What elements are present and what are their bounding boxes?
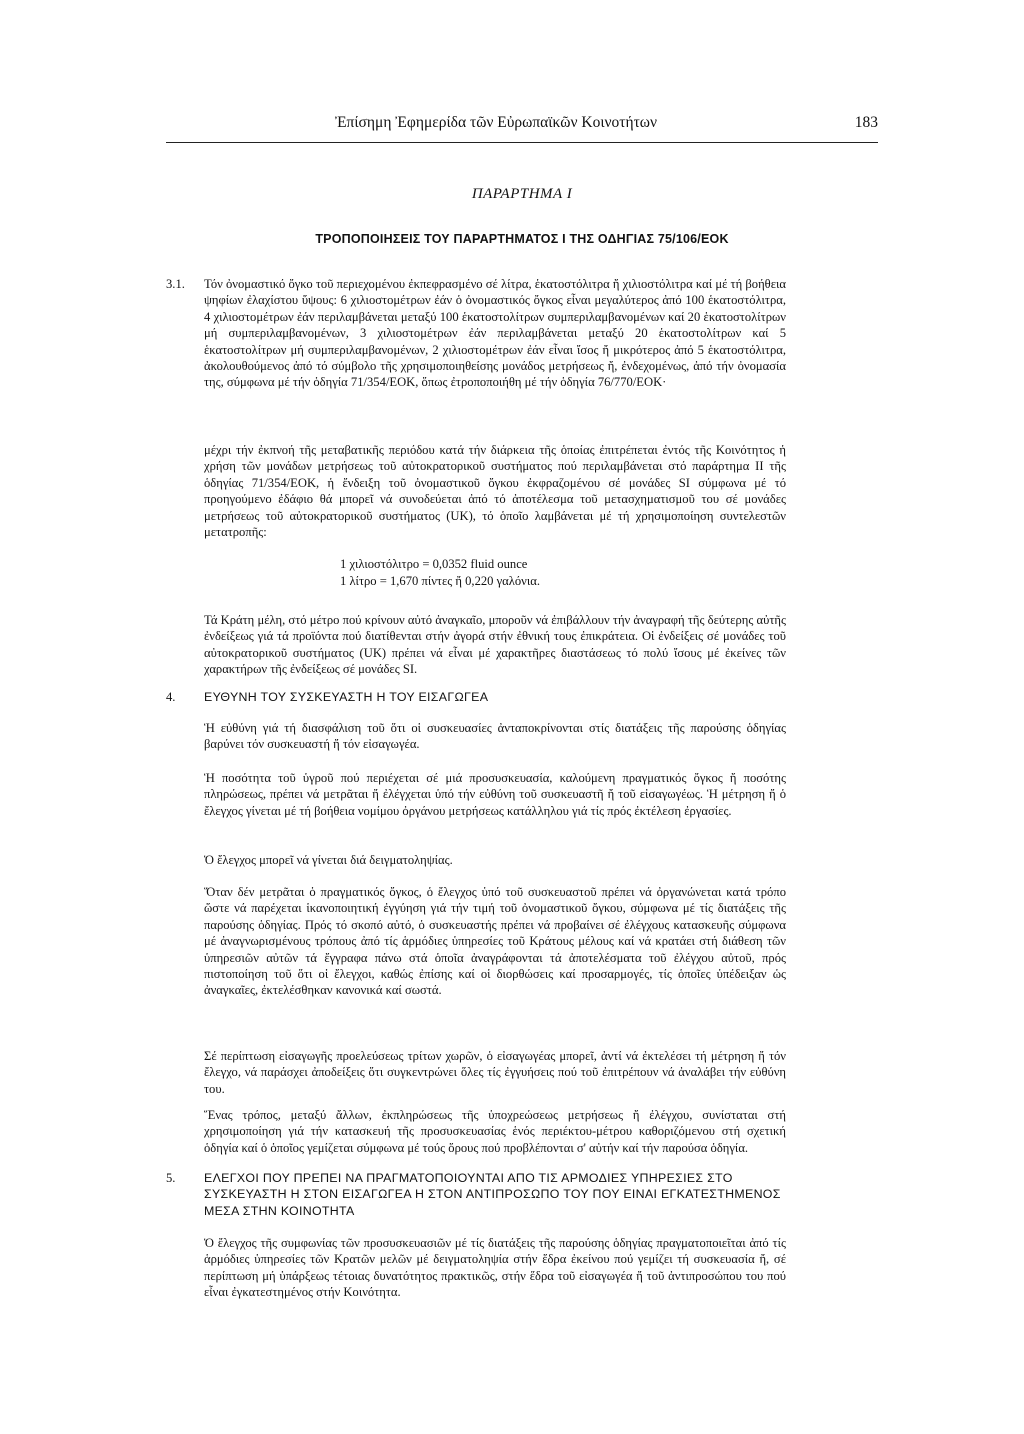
journal-title: Ἐπίσημη Ἐφημερίδα τῶν Εὐρωπαϊκῶν Κοινοτήτων	[334, 114, 658, 131]
section-3-1-paragraph-2: μέχρι τήν ἐκπνοή τῆς μεταβατικῆς περιόδου κατά τήν διάρκεια τῆς ὁποίας ἐπιτρέπεται ἐντός τῆς Κοινότητος ἡ χρήση τῶν μονάδων μετρήσεως τοῦ αὐτοκρατορικοῦ συστήματος πού περιλαμβάνεται στό παράρτημα ΙΙ τῆς ὁδηγίας 71/354/ΕΟΚ, ἡ ἔνδειξη τοῦ ὀνομαστικοῦ ὄγκου ἐκφραζομένου σέ μονάδες SI σύμφωνα μέ τό προηγούμενο ἐδάφιο θά μπορεῖ νά συνοδεύεται ἀπό τό ἀποτέλεσμα τοῦ μετασχηματισμοῦ του σέ μονάδες μετρήσεως τοῦ αὐτοκρατορικοῦ συστήματος (UK), τό ὁποῖο λαμβάνεται μέ τή χρησιμοποίηση συντελεστῶν μετατροπῆς:	[204, 443, 786, 540]
section-5-heading: ΕΛΕΓΧΟΙ ΠΟΥ ΠΡΕΠΕΙ ΝΑ ΠΡΑΓΜΑΤΟΠΟΙΟΥΝΤΑΙ ΑΠΟ ΤΙΣ ΑΡΜΟΔΙΕΣ ΥΠΗΡΕΣΙΕΣ ΣΤΟ ΣΥΣΚΕΥΑΣΤΗ Η ΣΤΟΝ ΕΙΣΑΓΩΓΕΑ Η ΣΤΟΝ ΑΝΤΙΠΡΟΣΩΠΟ ΤΟΥ ΠΟΥ ΕΙΝΑΙ ΕΓΚΑΤΕΣΤΗΜΕΝΟΣ ΜΕΣΑ ΣΤΗΝ ΚΟΙΝΟΤΗΤΑ	[204, 1171, 781, 1218]
page-number: 183	[854, 114, 878, 131]
section-4-heading: ΕΥΘΥΝΗ ΤΟΥ ΣΥΣΚΕΥΑΣΤΗ Η ΤΟΥ ΕΙΣΑΓΩΓΕΑ	[204, 690, 489, 704]
conversion-millilitre: 1 χιλιοστόλιτρο = 0,0352 fluid ounce	[340, 557, 528, 571]
section-4-paragraph-4: Ὅταν δέν μετρᾶται ὁ πραγματικός ὄγκος, ὁ ἔλεγχος ὑπό τοῦ συσκευαστοῦ πρέπει νά ὀργανώνεται κατά τρόπο ὥστε νά παρέχεται ἱκανοποιητική ἐγγύηση γιά τήν τιμή τοῦ ὀνομαστικοῦ ὄγκου, σύμφωνα μέ τίς διατάξεις τῆς παρούσης ὁδηγίας. Πρός τό σκοπό αὐτό, ὁ συσκευαστής πρέπει νά προβαίνει σέ ἐλέγχους κατασκευῆς σύμφωνα μέ ἀναγνωρισμένους τρόπους ἀπό τίς ἁρμόδιες ὑπηρεσίες τοῦ Κράτους μέλους καί νά κρατάει στή διάθεση τῶν ὑπηρεσιῶν αὐτῶν τά ἔγγραφα πάνω στά ὁποῖα ἀναγράφονται τά ἀποτελέσματα τοῦ ἐλέγχου αὐτοῦ, πρός πιστοποίηση τοῦ ὅτι οἱ ἔλεγχοι, καθώς ἐπίσης καί οἱ διορθώσεις καί προσαρμογές, τίς ὁποῖες ὑπέδειξαν ὡς ἀναγκαῖες, ἐκτελέσθηκαν κανονικά καί σωστά.	[204, 885, 786, 998]
conversion-litre: 1 λίτρο = 1,670 πίντες ἤ 0,220 γαλόνια.	[340, 574, 541, 588]
section-3-1-text: Τόν ὀνομαστικό ὄγκο τοῦ περιεχομένου ἐκπεφρασμένο σέ λίτρα, ἑκατοστόλιτρα ἤ χιλιοστόλιτρα καί μέ τή βοήθεια ψηφίων ἐλαχίστου ὕψους: 6 χιλιοστομέτρων ἐάν ὁ ὀνομαστικός ὄγκος εἶναι μεγαλύτερος ἀπό 100 ἑκατοστόλιτρα, 4 χιλιοστομέτρων ἐάν περιλαμβάνεται μεταξύ 100 ἑκατοστολίτρων συμπεριλαμβανομένων καί 20 ἑκατοστολίτρων μή συμπεριλαμβανομένων, 3 χιλιοστομέτρων ἐάν περιλαμβάνεται μεταξύ 20 ἑκατοστολίτρων καί 5 ἑκατοστολίτρων μή συμπεριλαμβανομένων, 2 χιλιοστομέτρων ἐάν εἶναι ἴσος ἤ μικρότερος ἀπό 5 ἑκατοστόλιτρα, ἀκολουθούμενος ἀπό τό σύμβολο τῆς χρησιμοποιηθείσης μονάδος μετρήσεως ἤ, ἐνδεχομένως, ἀπό τήν ὀνομασία της, σύμφωνα μέ τήν ὁδηγία 71/354/ΕΟΚ, ὅπως ἐτροποποιήθη μέ τήν ὁδηγία 76/770/ΕΟΚ·	[204, 277, 786, 390]
section-5-paragraph-1: Ὁ ἔλεγχος τῆς συμφωνίας τῶν προσυσκευασιῶν μέ τίς διατάξεις τῆς παρούσης ὁδηγίας πραγματοποιεῖται ἀπό τίς ἁρμόδιες ὑπηρεσίες τῶν Κρατῶν μελῶν μέ δειγματοληψία στήν ἕδρα ἐκείνου πού γεμίζει τή συσκευασία ἤ, σέ περίπτωση μή ὑπάρξεως τέτοιας δυνατότητος πρακτικῶς, στήν ἕδρα τοῦ εἰσαγωγέα ἤ τοῦ ἀντιπροσώπου του πού εἶναι ἐγκατεστημένος στήν Κοινότητα.	[204, 1236, 786, 1300]
annex-title: ΠΑΡΑΡΤΗΜΑ I	[471, 186, 573, 202]
section-number-5: 5.	[166, 1171, 176, 1185]
section-4-paragraph-5: Σέ περίπτωση εἰσαγωγῆς προελεύσεως τρίτων χωρῶν, ὁ εἰσαγωγέας μπορεῖ, ἀντί νά ἐκτελέσει τή μέτρηση ἤ τόν ἔλεγχο, νά παράσχει ἀποδείξεις ὅτι συγκεντρώνει ὅλες τίς ἐγγυήσεις πού τοῦ ἐπιτρέπουν νά ἀναλάβει τήν εὐθύνη του.	[204, 1049, 786, 1096]
conversion-factors	[340, 556, 740, 590]
annex-subtitle: ΤΡΟΠΟΠΟΙΗΣΕΙΣ ΤΟΥ ΠΑΡΑΡΤΗΜΑΤΟΣ I ΤΗΣ ΟΔΗΓΙΑΣ 75/106/ΕΟΚ	[315, 232, 729, 246]
section-4-paragraph-2: Ἡ ποσότητα τοῦ ὑγροῦ πού περιέχεται σέ μιά προσυσκευασία, καλούμενη πραγματικός ὄγκος ἤ ποσότης πληρώσεως, πρέπει νά μετρᾶται ἤ ἐλέγχεται ὑπό τήν εὐθύνη τοῦ συσκευαστῆ ἤ τοῦ εἰσαγωγέως. Ἡ μέτρηση ἤ ὁ ἔλεγχος γίνεται μέ τή βοήθεια νομίμου ὀργάνου μετρήσεως κατάλληλου γιά τίς πρός ἐκτέλεση ἐργασίες.	[204, 771, 786, 818]
section-number-4: 4.	[166, 690, 176, 704]
page-header	[166, 106, 878, 143]
section-4-paragraph-6: Ἕνας τρόπος, μεταξύ ἄλλων, ἐκπληρώσεως τῆς ὑποχρεώσεως μετρήσεως ἤ ἐλέγχου, συνίσταται στή χρησιμοποίηση γιά τήν κατασκευή τῆς προσυσκευασίας ἑνός περιέκτου-μέτρου καθοριζόμενου στή σχετική ὁδηγία καί ὁ ὁποῖος γεμίζεται σύμφωνα μέ τούς ὅρους πού προβλέπονται σ' αὐτήν καί τήν παρούσα ὁδηγία.	[204, 1108, 786, 1155]
section-number-3-1: 3.1.	[166, 277, 185, 291]
section-3-1-paragraph-3: Τά Κράτη μέλη, στό μέτρο πού κρίνουν αὐτό ἀναγκαῖο, μποροῦν νά ἐπιβάλλουν τήν ἀναγραφή τῆς δεύτερης αὐτῆς ἐνδείξεως γιά τά προϊόντα πού διατίθενται στήν ἀγορά στήν ἐθνική τους ἐπικράτεια. Οἱ ἐνδείξεις σέ μονάδες τοῦ αὐτοκρατορικοῦ συστήματος (UK) πρέπει νά εἶναι μέ χαρακτῆρες διαστάσεως τό πολύ ἴσους μέ ἐκείνες τῶν χαρακτήρων τῆς ἐνδείξεως σέ μονάδες SI.	[204, 613, 786, 677]
section-4-paragraph-3: Ὁ ἔλεγχος μπορεῖ νά γίνεται διά δειγματοληψίας.	[204, 853, 453, 867]
section-4-paragraph-1: Ἡ εὐθύνη γιά τή διασφάλιση τοῦ ὅτι οἱ συσκευασίες ἀνταποκρίνονται στίς διατάξεις τῆς παρούσης ὁδηγίας βαρύνει τόν συσκευαστή ἤ τόν εἰσαγωγέα.	[204, 721, 786, 752]
